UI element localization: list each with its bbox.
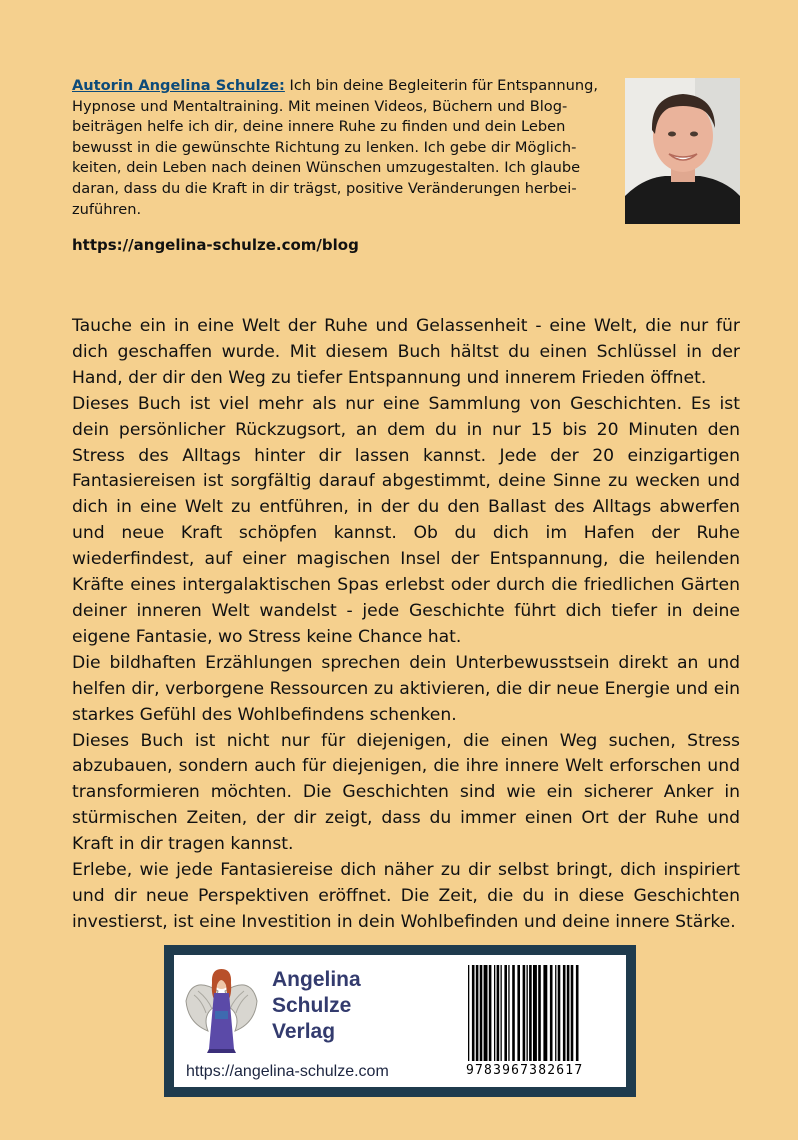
barcode-bar <box>571 965 574 1061</box>
barcode-bar <box>523 965 526 1061</box>
barcode-bars <box>464 965 634 1063</box>
publisher-name-line: Angelina <box>272 968 361 991</box>
barcode-bar <box>576 965 579 1061</box>
book-description <box>72 314 740 936</box>
barcode-bar <box>533 965 537 1061</box>
barcode-bar <box>472 965 475 1061</box>
barcode-bar <box>517 965 520 1061</box>
publisher-url[interactable]: https://angelina-schulze.com <box>186 1063 389 1080</box>
barcode-bar <box>489 965 492 1061</box>
author-name[interactable]: Autorin Angelina Schulze: <box>72 77 285 94</box>
barcode-bar <box>480 965 483 1061</box>
barcode-bar <box>494 965 495 1061</box>
barcode-bar <box>538 965 541 1061</box>
barcode-bar <box>504 965 507 1061</box>
barcode-bar <box>512 965 515 1061</box>
barcode-bar <box>508 965 509 1061</box>
description-paragraph: Tauche ein in eine Welt der Ruhe und Gelassenheit - eine Welt, die nur für dich geschaffen wurde. Mit diesem Buch hältst du einen Schlüssel in der Hand, der dir den Weg zu tiefer Entspannung und innerem Frieden öffnet. <box>72 316 740 388</box>
blog-link[interactable]: https://angelina-schulze.com/blog <box>72 236 359 254</box>
barcode-bar <box>558 965 561 1061</box>
description-paragraph: Dieses Buch ist nicht nur für diejenigen, die einen Weg suchen, Stress abzubauen, sondern auch für diejenigen, die ihre innere Welt erforschen und transformieren möchten. Die Geschichten sind wie ein sicherer Anker in stürmischen Zeiten, der dir zeigt, dass du immer einen Ort der Ruhe und Kraft in dir tragen kannst. <box>72 730 740 855</box>
barcode-bar <box>563 965 566 1061</box>
author-bio <box>72 76 612 220</box>
publisher-badge <box>164 945 636 1097</box>
barcode-bar <box>476 965 479 1061</box>
description-paragraph: Die bildhaften Erzählungen sprechen dein Unterbewusstsein direkt an und helfen dir, verborgene Ressourcen zu aktivieren, die dir neue Energie und ein starkes Gefühl des Wohlbefindens schenken. <box>72 652 740 725</box>
barcode-bar <box>567 965 570 1061</box>
publisher-name-line: Schulze <box>272 994 352 1017</box>
barcode-bar <box>484 965 488 1061</box>
barcode-bar <box>497 965 500 1061</box>
author-photo <box>625 78 740 224</box>
barcode-bar <box>529 965 532 1061</box>
barcode-bar <box>550 965 553 1061</box>
barcode-bar <box>555 965 556 1061</box>
isbn-barcode <box>464 965 634 1085</box>
angel-logo-icon <box>184 961 259 1056</box>
barcode-bar <box>527 965 528 1061</box>
barcode-bar <box>501 965 502 1061</box>
barcode-bar <box>543 965 547 1061</box>
publisher-name-line: Verlag <box>272 1020 336 1043</box>
description-paragraph: Dieses Buch ist viel mehr als nur eine Sammlung von Geschichten. Es ist dein persönlicher Rückzugsort, an dem du in nur 15 bis 20 Minuten den Stress des Alltags hinter dir lassen kannst. Jede der 20 einzigartigen Fantasiereisen ist sorgfältig darauf abgestimmt, deine Sinne zu wecken und dich in eine Welt zu entführen, in der du den Ballast des Alltags abwerfen und neue Kraft schöpfen kannst. Ob du dich im Hafen der Ruhe wiederfindest, auf einer magischen Insel der Entspannung, die heilenden Kräfte eines intergalaktischen Spas erlebst oder durch die friedlichen Gärten deiner inneren Welt wandelst - jede Geschichte führt dich tiefer in deine eigene Fantasie, wo Stress keine Chance hat. <box>72 393 740 647</box>
publisher-badge-inner <box>174 955 626 1087</box>
isbn-number: 9783967382617 <box>466 1063 584 1078</box>
barcode-bar <box>468 965 469 1061</box>
author-bio-text: Ich bin deine Begleiterin für Entspannung, Hypnose und Mentaltraining. Mit meinen Videos, Büchern und Blogbeiträgen helfe ich dir, deine innere Ruhe zu finden und dein Leben bewusst in die gewünschte Richtung zu lenken. Ich gebe dir Möglichkeiten, dein Leben nach deinen Wünschen umzugestalten. Ich glaube daran, dass du die Kraft in dir trägst, positive Veränderungen herbeizuführen. <box>72 77 599 218</box>
description-paragraph: Erlebe, wie jede Fantasiereise dich näher zu dir selbst bringt, dich inspiriert und dir neue Perspektiven eröffnet. Die Zeit, die du in diese Geschichten investierst, ist eine Investition in dein Wohlbefinden und deine innere Stärke. <box>72 860 740 932</box>
publisher-name <box>272 967 361 1045</box>
